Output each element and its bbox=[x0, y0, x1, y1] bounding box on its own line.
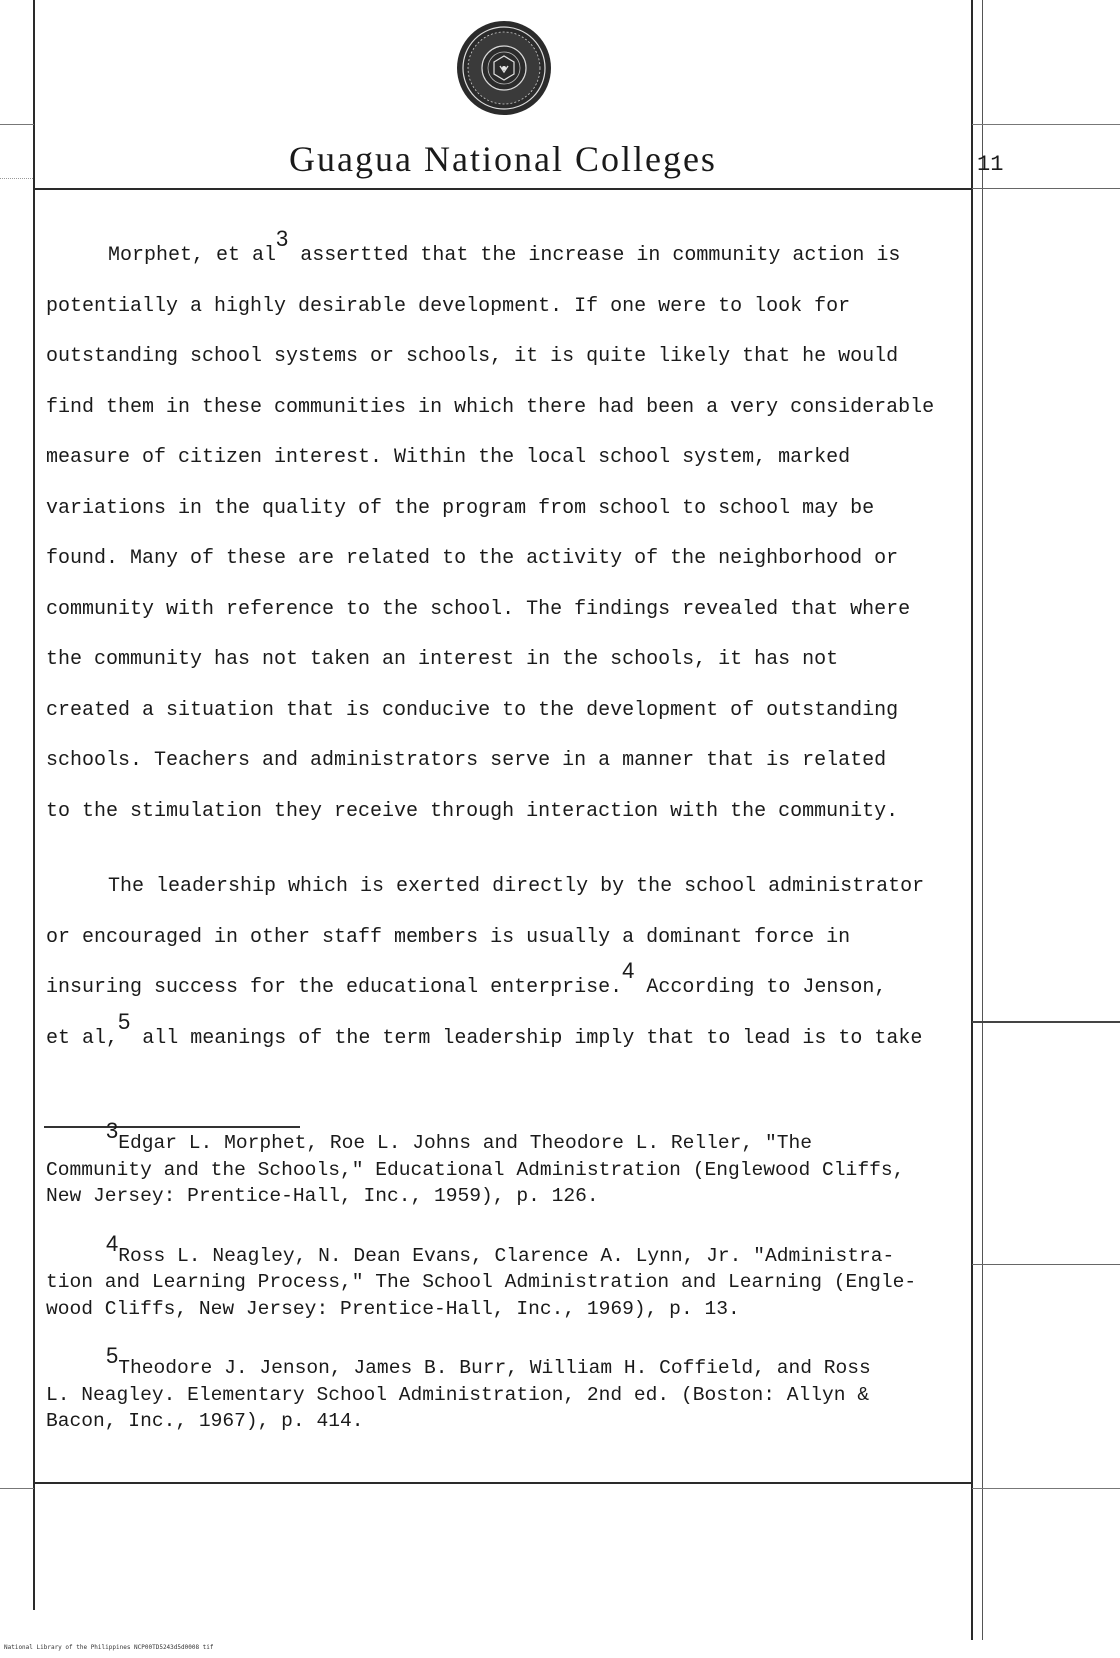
footnote-number: 5 bbox=[106, 1343, 119, 1368]
margin-mid-rule bbox=[972, 1021, 1120, 1023]
text-line: or encouraged in other staff members is usually a dominant force in bbox=[46, 925, 851, 949]
header-rule bbox=[34, 188, 972, 190]
footnote-ref-3: 3 bbox=[276, 226, 289, 251]
text-line: outstanding school systems or schools, it is quite likely that he would bbox=[46, 345, 899, 368]
text-line: measure of citizen interest. Within the local school system, marked bbox=[46, 446, 851, 469]
scanner-credit: National Library of the Philippines NCP00TD5243d5d0008 tif bbox=[4, 1644, 214, 1651]
footnote-line: wood Cliffs, New Jersey: Prentice-Hall, Inc., 1969), p. 13. bbox=[46, 1297, 740, 1320]
top-right-rule bbox=[972, 124, 1120, 125]
footnote-number: 3 bbox=[106, 1118, 119, 1143]
footnote-ref-5: 5 bbox=[118, 1008, 131, 1034]
footnote-line: L. Neagley. Elementary School Administration, 2nd ed. (Boston: Allyn & bbox=[46, 1383, 870, 1406]
footnotes bbox=[46, 1118, 976, 1435]
footnote-divider bbox=[44, 1126, 300, 1128]
right-margin-rule-inner bbox=[982, 0, 983, 1640]
footnote-5: 5Theodore J. Jenson, James B. Burr, William H. Coffield, and Ross bbox=[106, 1343, 871, 1379]
bottom-right-rule bbox=[972, 1488, 1120, 1489]
footnote-4: 4Ross L. Neagley, N. Dean Evans, Clarence A. Lynn, Jr. "Administra- bbox=[106, 1230, 895, 1267]
left-margin-rule bbox=[33, 0, 35, 1610]
paragraph-2 bbox=[46, 862, 976, 1064]
text-line: schools. Teachers and administrators serve in a manner that is related bbox=[46, 749, 887, 772]
top-left-rule bbox=[0, 124, 34, 125]
header-right-rule bbox=[972, 188, 1120, 189]
text-line: community with reference to the school. The findings revealed that where bbox=[46, 597, 911, 621]
bottom-rule bbox=[34, 1482, 972, 1484]
bottom-left-rule bbox=[0, 1488, 34, 1489]
footnote-line: New Jersey: Prentice-Hall, Inc., 1959), p. 126. bbox=[46, 1185, 599, 1207]
text-line: potentially a highly desirable development. If one were to look for bbox=[46, 294, 851, 318]
college-name: Guagua National Colleges bbox=[289, 139, 717, 179]
text-line: insuring success for the educational enterprise.$^4$ According to Jenson, bbox=[46, 958, 887, 999]
page-number: 11 bbox=[977, 152, 1004, 177]
text-line: the community has not taken an interest in the schools, it has not bbox=[46, 648, 839, 671]
paragraph-1 bbox=[46, 226, 976, 837]
text-line: Morphet, et $al^3$ assertted that the increase in community action is bbox=[108, 226, 901, 267]
text-line: found. Many of these are related to the activity of the neighborhood or bbox=[46, 547, 899, 570]
text-line: to the stimulation they receive through interaction with the community. bbox=[46, 799, 899, 823]
text-line: find them in these communities in which there had been a very considerable bbox=[46, 395, 935, 419]
text-line: The leadership which is exerted directly by the school administrator bbox=[108, 875, 925, 898]
footnote-line: Bacon, Inc., 1967), p. 414. bbox=[46, 1410, 364, 1432]
text-line: et al,$^5$ all meanings of the term leadership imply that to lead is to take bbox=[46, 1008, 923, 1050]
footnote-number: 4 bbox=[106, 1230, 119, 1256]
margin-footnote-rule bbox=[972, 1264, 1120, 1265]
text-line: variations in the quality of the program from school to school may be bbox=[46, 496, 875, 520]
footnote-3: 3Edgar L. Morphet, Roe L. Johns and Theodore L. Reller, "The bbox=[106, 1118, 812, 1154]
footnote-line: tion and Learning Process," The School Administration and Learning (Engle- bbox=[46, 1271, 917, 1293]
text-line: created a situation that is conducive to the development of outstanding bbox=[46, 698, 899, 722]
footnote-ref-4: 4 bbox=[622, 958, 635, 983]
footnote-line: Community and the Schools," Educational Administration (Englewood Cliffs, bbox=[46, 1158, 905, 1181]
college-seal-icon bbox=[454, 18, 554, 118]
